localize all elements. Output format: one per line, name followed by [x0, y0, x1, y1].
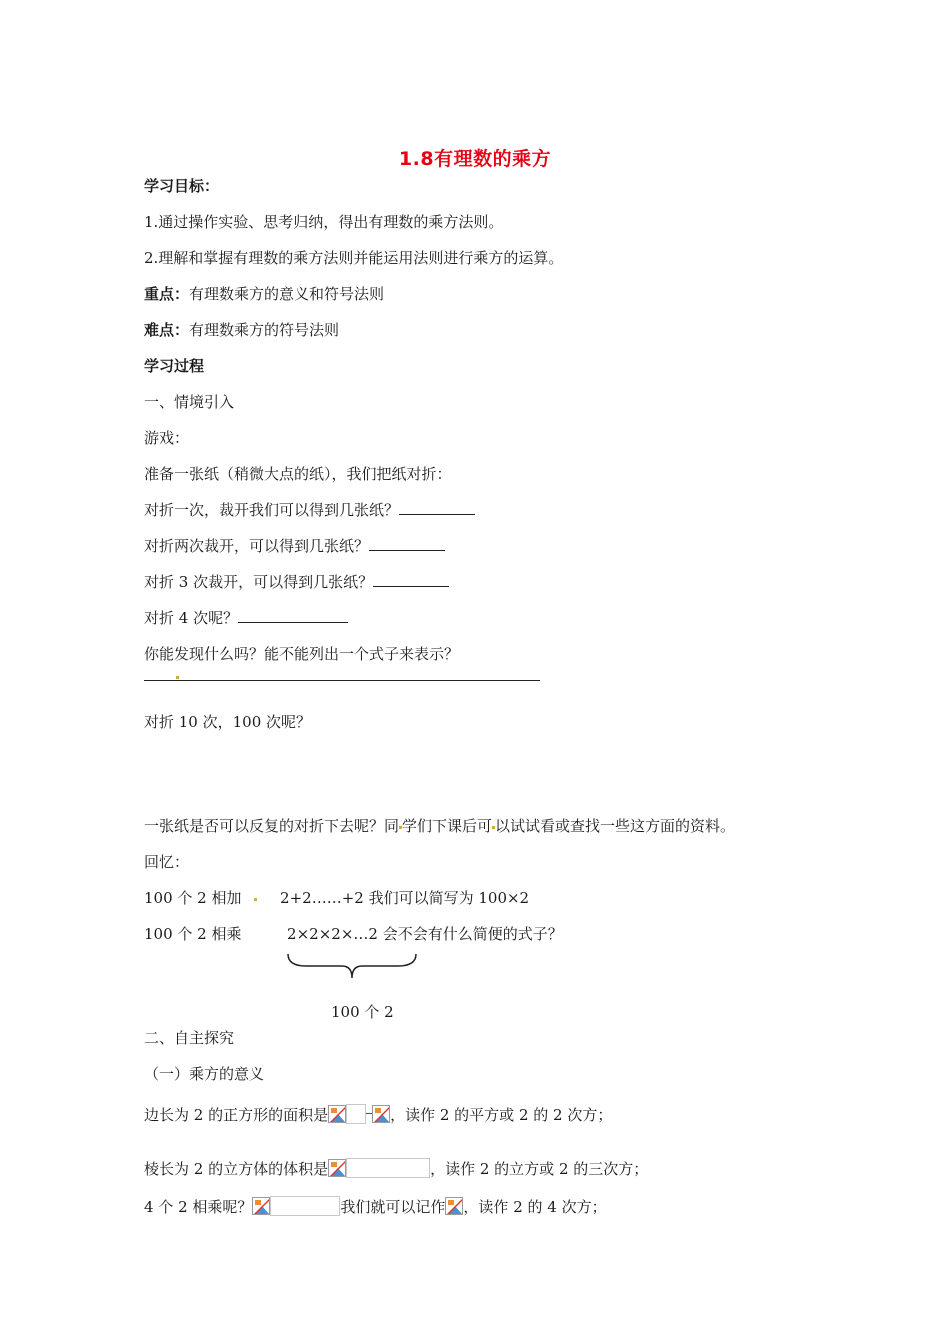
objectives-heading: 学习目标： — [144, 177, 220, 195]
cube-text-a: 棱长为 2 的立方体的体积是 — [144, 1160, 329, 1178]
difficulty — [144, 320, 339, 340]
paper-question-part-3: 以试试看或查找一些这方面的资料。 — [495, 817, 736, 835]
key-point-label: 重点： — [144, 285, 190, 303]
question-6: 对折 10 次，100 次呢？ — [144, 713, 312, 731]
prepare-text: 准备一张纸（稍微大点的纸），我们把纸对折： — [144, 465, 452, 483]
paper-question — [144, 816, 735, 836]
section-1-heading: 一、情境引入 — [144, 393, 235, 411]
difficulty-label: 难点： — [144, 321, 190, 339]
power-four-text-b: 我们就可以记作 — [340, 1198, 446, 1216]
marker-dot — [176, 676, 179, 679]
broken-image-icon — [328, 1159, 346, 1177]
multiplication-label: 100 个 2 相乘 — [144, 925, 242, 943]
recall-label: 回忆： — [144, 853, 190, 871]
answer-blank-2[interactable] — [369, 536, 445, 551]
question-4-text: 对折 4 次呢？ — [144, 609, 239, 627]
objective-1: 1.通过操作实验、思考归纳，得出有理数的乘方法则。 — [144, 213, 504, 231]
key-point-text: 有理数乘方的意义和符号法则 — [189, 285, 385, 303]
section-2-heading: 二、自主探究 — [144, 1029, 235, 1047]
game-label: 游戏： — [144, 429, 190, 447]
question-2 — [144, 536, 445, 556]
paper-question-part-2: 学们下课后可 — [402, 817, 493, 835]
addition-label: 100 个 2 相加 — [144, 889, 242, 907]
broken-image-icon — [445, 1197, 463, 1215]
multiplication-expression: 2×2×2×…2 会不会有什么简便的式子？ — [287, 925, 563, 943]
question-1 — [144, 500, 475, 520]
question-1-text: 对折一次，裁开我们可以得到几张纸？ — [144, 501, 400, 519]
addition-expression: 2+2……+2 我们可以简写为 100×2 — [280, 889, 530, 907]
process-heading: 学习过程 — [144, 357, 205, 375]
objective-2: 2.理解和掌握有理数的乘方法则并能运用法则进行乘方的运算。 — [144, 249, 564, 267]
square-text-a: 边长为 2 的正方形的面积是 — [144, 1106, 329, 1124]
question-5: 你能发现什么吗？能不能列出一个式子来表示？ — [144, 645, 460, 663]
marker-dot — [254, 898, 257, 901]
difficulty-text: 有理数乘方的符号法则 — [189, 321, 340, 339]
cube-text-b: ，读作 2 的立方或 2 的三次方； — [430, 1160, 649, 1178]
broken-image-icon — [252, 1197, 270, 1215]
square-text-b: ，读作 2 的平方或 2 的 2 次方； — [390, 1106, 613, 1124]
cube-formula-box — [346, 1158, 430, 1178]
question-3-text: 对折 3 次裁开，可以得到几张纸？ — [144, 573, 374, 591]
paper-question-part-1: 一张纸是否可以反复的对折下去呢？同 — [144, 817, 400, 835]
square-row — [144, 1104, 612, 1125]
addition-row — [144, 888, 529, 908]
power-four-row — [144, 1196, 607, 1217]
subsection-1-heading: （一）乘方的意义 — [144, 1065, 265, 1083]
key-point — [144, 284, 384, 304]
brace-label: 100 个 2 — [331, 1003, 394, 1021]
question-2-text: 对折两次裁开，可以得到几张纸？ — [144, 537, 370, 555]
cube-row — [144, 1158, 648, 1179]
power-four-text-c: ，读作 2 的 4 次方； — [463, 1198, 607, 1216]
answer-blank-3[interactable] — [373, 572, 449, 587]
question-4 — [144, 608, 348, 628]
broken-image-icon — [328, 1105, 346, 1123]
multiplication-row — [144, 924, 563, 944]
power-four-text-a: 4 个 2 相乘呢？ — [144, 1198, 253, 1216]
page-title: 1.8有理数的乘方 — [398, 148, 552, 170]
square-formula-box — [346, 1104, 366, 1124]
answer-line-5[interactable] — [144, 680, 540, 681]
power-four-formula-box — [270, 1196, 340, 1216]
question-3 — [144, 572, 449, 592]
answer-blank-1[interactable] — [399, 500, 475, 515]
curly-brace-icon — [286, 952, 418, 982]
answer-blank-4[interactable] — [238, 608, 348, 623]
broken-image-icon — [372, 1105, 390, 1123]
